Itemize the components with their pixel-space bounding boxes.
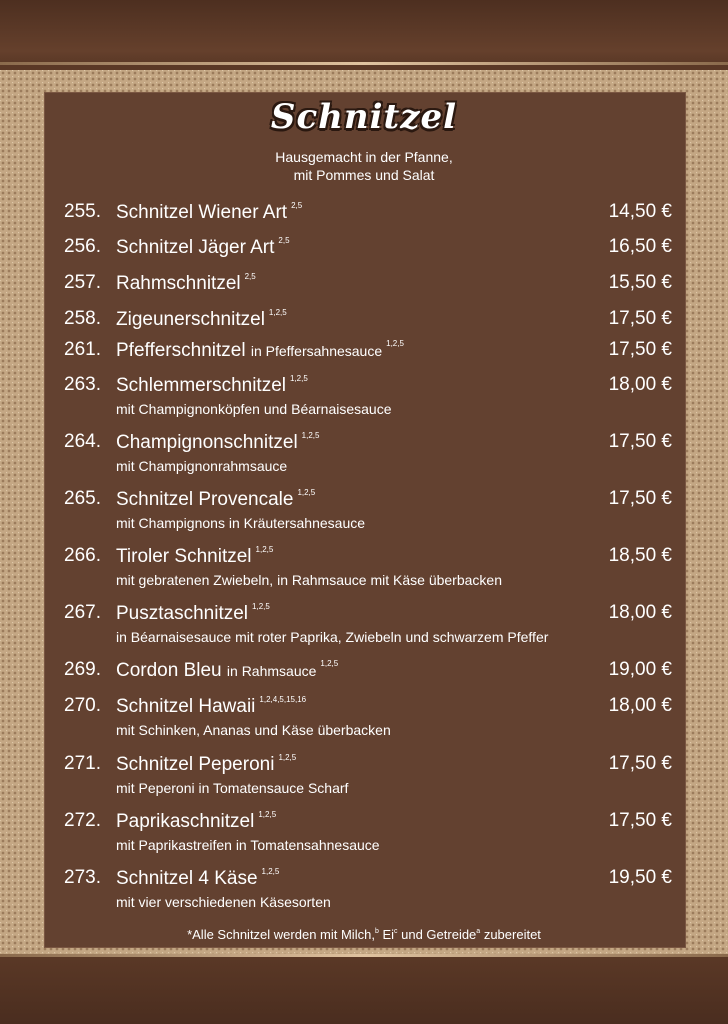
item-name: Schnitzel Hawaii	[116, 696, 256, 717]
item-description: mit vier verschiedenen Käsesorten	[116, 894, 331, 910]
item-name-line	[116, 602, 270, 625]
item-price: 18,00 €	[608, 374, 672, 395]
item-name-line	[116, 545, 273, 568]
item-price: 16,50 €	[608, 236, 672, 257]
subtitle-line-1: Hausgemacht in der Pfanne,	[275, 149, 453, 165]
footnote-sup-1: b	[374, 928, 379, 935]
item-name-line	[116, 695, 306, 718]
item-allergens: 2,5	[278, 236, 290, 245]
item-allergens: 1,2,5	[386, 339, 404, 348]
footnote-text-3: und Getreide	[397, 927, 477, 942]
item-description: mit Paprikastreifen in Tomatensahnesauce	[116, 837, 380, 853]
item-number: 272.	[64, 810, 101, 831]
item-description: mit Champignons in Kräutersahnesauce	[116, 515, 366, 531]
item-allergens: 1,2,5	[261, 867, 280, 876]
item-number: 270.	[64, 695, 101, 716]
item-name-line	[116, 867, 279, 890]
top-band	[0, 0, 728, 64]
item-description: mit Champignonrahmsauce	[116, 458, 288, 474]
item-description: mit Schinken, Ananas und Käse überbacken	[116, 722, 391, 738]
item-price: 19,50 €	[608, 867, 672, 888]
item-number: 255.	[64, 201, 101, 222]
page-subtitle	[0, 148, 728, 184]
item-name-line	[116, 431, 319, 454]
item-number: 263.	[64, 374, 101, 395]
item-name: Zigeunerschnitzel	[116, 309, 265, 330]
item-name-line	[116, 272, 256, 295]
item-allergens: 1,2,5	[290, 374, 308, 383]
item-number: 265.	[64, 488, 101, 509]
item-name-line	[116, 659, 338, 682]
item-allergens: 1,2,5	[258, 810, 277, 819]
item-name: Tiroler Schnitzel	[116, 546, 252, 567]
item-description: mit gebratenen Zwiebeln, in Rahmsauce mit Käse überbacken	[116, 572, 502, 588]
item-name: Schnitzel Wiener Art	[116, 202, 288, 223]
item-price: 17,50 €	[608, 431, 672, 452]
bottom-gold-line	[0, 954, 728, 957]
item-name-line	[116, 339, 404, 362]
item-price: 18,00 €	[608, 695, 672, 716]
item-number: 261.	[64, 339, 101, 360]
item-price: 17,50 €	[608, 810, 672, 831]
item-number: 257.	[64, 272, 101, 293]
top-gold-line	[0, 62, 728, 65]
footnote	[0, 927, 728, 942]
item-number: 271.	[64, 753, 101, 774]
item-price: 18,00 €	[608, 602, 672, 623]
item-name: Champignonschnitzel	[116, 432, 298, 453]
item-number: 266.	[64, 545, 101, 566]
item-name: Schnitzel Peperoni	[116, 754, 275, 775]
item-name: Schnitzel Provencale	[116, 489, 294, 510]
item-allergens: 1,2,5	[268, 308, 287, 317]
item-name: Schnitzel Jäger Art	[116, 237, 275, 258]
item-name: Pfefferschnitzel	[116, 340, 246, 361]
item-allergens: 2,5	[291, 201, 303, 210]
item-number: 269.	[64, 659, 101, 680]
item-name-line	[116, 236, 290, 259]
item-allergens: 1,2,5	[320, 659, 339, 668]
subtitle-line-2: mit Pommes und Salat	[293, 167, 435, 183]
item-allergens: 1,2,5	[297, 488, 316, 497]
item-price: 17,50 €	[608, 308, 672, 329]
item-description: in Béarnaisesauce mit roter Paprika, Zwiebeln und schwarzem Pfeffer	[116, 629, 549, 645]
item-name: Schlemmerschnitzel	[116, 375, 286, 396]
item-price: 19,00 €	[608, 659, 672, 680]
item-allergens: 1,2,5	[278, 753, 297, 762]
item-allergens: 2,5	[244, 272, 256, 281]
item-price: 14,50 €	[608, 201, 672, 222]
footnote-text-4: zubereitet	[480, 927, 541, 942]
item-name: Rahmschnitzel	[116, 273, 241, 294]
item-price: 18,50 €	[608, 545, 672, 566]
item-number: 258.	[64, 308, 101, 329]
footnote-sup-3: a	[476, 928, 481, 935]
item-number: 256.	[64, 236, 101, 257]
item-allergens: 1,2,4,5,15,16	[259, 695, 307, 704]
item-name-extra: in Rahmsauce	[226, 663, 317, 679]
item-allergens: 1,2,5	[301, 431, 320, 440]
item-name-extra: in Pfeffersahnesauce	[250, 343, 383, 359]
item-price: 15,50 €	[608, 272, 672, 293]
item-name-line	[116, 201, 302, 224]
item-name-line	[116, 810, 276, 833]
item-description: mit Peperoni in Tomatensauce Scharf	[116, 780, 349, 796]
item-name-line	[116, 488, 315, 511]
item-allergens: 1,2,5	[252, 602, 270, 611]
item-price: 17,50 €	[608, 339, 672, 360]
item-name: Pusztaschnitzel	[116, 603, 249, 624]
item-description: mit Champignonköpfen und Béarnaisesauce	[116, 401, 392, 417]
item-allergens: 1,2,5	[255, 545, 274, 554]
page-title: Schnitzel	[270, 97, 458, 137]
item-name: Paprikaschnitzel	[116, 811, 255, 832]
item-number: 264.	[64, 431, 101, 452]
item-number: 267.	[64, 602, 101, 623]
bottom-band	[0, 958, 728, 1024]
footnote-text-1: *Alle Schnitzel werden mit Milch,	[187, 927, 375, 942]
item-number: 273.	[64, 867, 101, 888]
item-price: 17,50 €	[608, 488, 672, 509]
footnote-sup-2: c	[394, 928, 398, 935]
item-name-line	[116, 753, 296, 776]
item-name-line	[116, 308, 287, 331]
footnote-text-2: Ei	[378, 927, 395, 942]
item-price: 17,50 €	[608, 753, 672, 774]
item-name-line	[116, 374, 308, 397]
item-name: Cordon Bleu	[116, 660, 222, 681]
item-name: Schnitzel 4 Käse	[116, 868, 258, 889]
